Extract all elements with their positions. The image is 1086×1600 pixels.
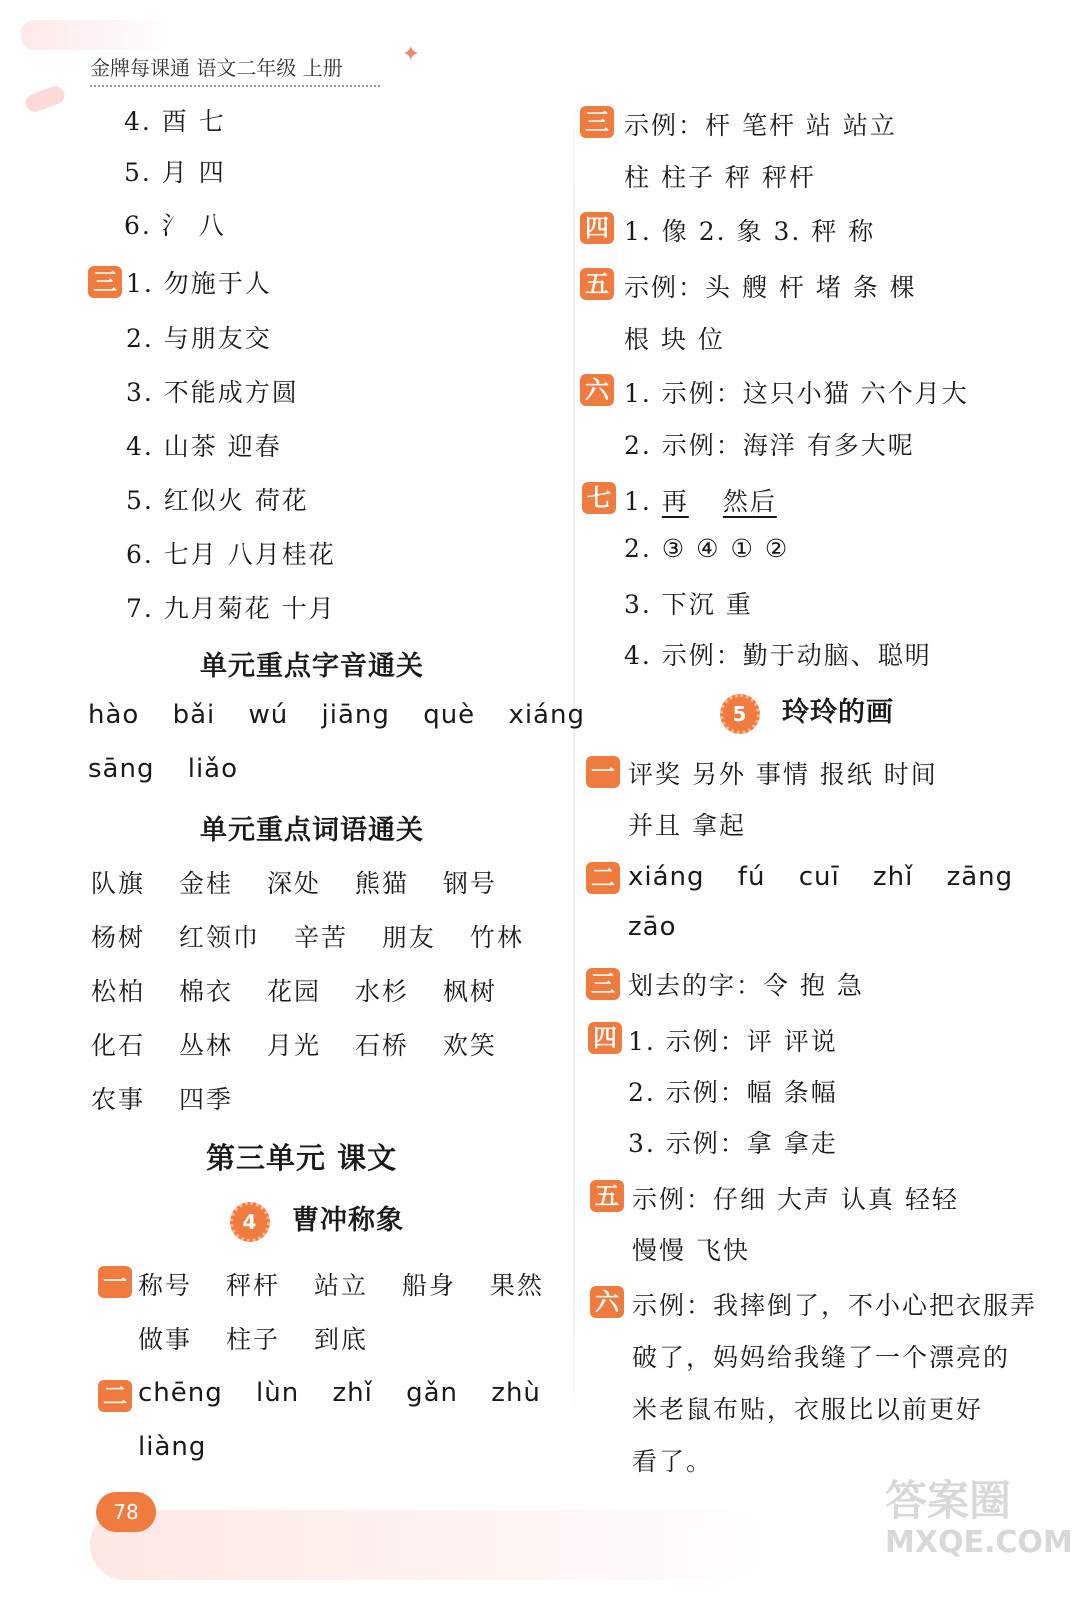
header-decoration	[20, 20, 180, 50]
word-row	[138, 1266, 544, 1302]
answer-line: 5. 月 四	[124, 158, 226, 187]
word: 花园	[266, 977, 321, 1006]
word: 果然	[489, 1271, 544, 1300]
answer-line: 柱 柱子 秤 秤杆	[624, 163, 816, 192]
word: 称号	[138, 1271, 193, 1300]
pinyin: gǎn	[406, 1378, 459, 1408]
pinyin: sāng	[88, 754, 155, 784]
answer-line: 示例：我摔倒了，不小心把衣服弄	[632, 1291, 1038, 1320]
answer-line: 2. 示例：幅 条幅	[628, 1078, 838, 1107]
section-heading: 单元重点字音通关	[200, 651, 424, 682]
answer-line: 2. 与朋友交	[126, 324, 272, 353]
answer-line	[624, 482, 777, 518]
answer-line: 示例：头 艘 杆 堵 条 棵	[624, 273, 917, 302]
pinyin: cuī	[798, 862, 840, 892]
word: 金桂	[178, 869, 233, 898]
answer-line: 3. 不能成方圆	[126, 378, 299, 407]
section-badge: 七	[582, 482, 616, 514]
section-badge: 五	[580, 268, 614, 300]
answer-line: 2. ③ ④ ① ②	[624, 534, 790, 563]
answer-line: 6. 七月 八月桂花	[126, 540, 336, 569]
book-title: 金牌每课通 语文二年级 上册	[90, 56, 343, 80]
answer-line: 1. 示例：这只小猫 六个月大	[624, 379, 969, 408]
word: 柱子	[225, 1325, 280, 1354]
answer-line: 慢慢 飞快	[632, 1236, 750, 1265]
answer-line: 1. 像 2. 象 3. 秤 称	[624, 217, 876, 246]
word: 船身	[401, 1271, 456, 1300]
pinyin: zāng	[946, 862, 1014, 892]
answer-line: 5. 红似火 荷花	[126, 486, 309, 515]
answer-line: 2. 示例：海洋 有多大呢	[624, 431, 915, 460]
word: 辛苦	[293, 923, 348, 952]
section-badge: 二	[586, 862, 620, 894]
word: 四季	[178, 1085, 233, 1114]
word: 深处	[266, 869, 321, 898]
answer-line: 破了，妈妈给我缝了一个漂亮的	[632, 1343, 1011, 1372]
pinyin: què	[423, 700, 476, 730]
pinyin: chēng	[138, 1378, 223, 1408]
pinyin: xiáng	[628, 862, 705, 892]
word: 月光	[266, 1031, 321, 1060]
word: 农事	[91, 1085, 146, 1114]
word: 欢笑	[442, 1031, 497, 1060]
answer-line: 评奖 另外 事情 报纸 时间	[628, 760, 938, 789]
underlined-word: 再	[661, 487, 689, 516]
word: 红领巾	[178, 923, 260, 952]
watermark-text: 答案圈	[885, 1476, 1012, 1525]
word-row	[91, 972, 497, 1008]
word: 水杉	[354, 977, 409, 1006]
section-badge: 一	[586, 756, 620, 788]
footer-decoration	[90, 1510, 790, 1580]
word-row	[91, 1080, 233, 1116]
answer-line: 7. 九月菊花 十月	[126, 594, 336, 623]
lesson-title	[720, 690, 894, 734]
word: 化石	[91, 1031, 146, 1060]
pinyin: zhǐ	[872, 862, 914, 892]
pinyin: lùn	[256, 1378, 300, 1408]
pinyin: liǎo	[187, 754, 239, 784]
item-number: 1.	[624, 487, 662, 516]
answer-line: 米老鼠布贴，衣服比以前更好	[632, 1395, 984, 1424]
pinyin: zhǐ	[332, 1378, 373, 1408]
lesson-number-badge: 5	[720, 694, 760, 734]
section-badge: 二	[98, 1380, 132, 1412]
word: 丛林	[178, 1031, 233, 1060]
page-number: 78	[96, 1492, 156, 1532]
section-heading: 单元重点词语通关	[200, 815, 424, 846]
pinyin: jiāng	[321, 700, 390, 730]
word-row	[91, 1026, 497, 1062]
word: 朋友	[381, 923, 436, 952]
lesson-name: 玲玲的画	[782, 697, 894, 728]
answer-line: 根 块 位	[624, 325, 725, 354]
pinyin: zhù	[491, 1378, 541, 1408]
answer-line: 1. 示例：评 评说	[628, 1027, 838, 1056]
word-row	[91, 918, 524, 954]
word: 做事	[138, 1325, 193, 1354]
word: 到底	[313, 1325, 368, 1354]
pinyin: wú	[248, 700, 289, 730]
pinyin-row	[138, 1378, 541, 1408]
answer-line: 6. 氵 八	[124, 211, 226, 240]
watermark-url: MXQE.COM	[885, 1525, 1073, 1560]
pinyin-row	[628, 862, 1013, 892]
section-badge: 四	[588, 1022, 622, 1054]
word: 石桥	[354, 1031, 409, 1060]
book-header	[90, 42, 420, 87]
pinyin: hào	[88, 700, 140, 730]
answer-line: 示例：杆 笔杆 站 站立	[624, 111, 897, 140]
section-badge: 三	[88, 266, 122, 298]
pinyin: xiáng	[508, 700, 585, 730]
pinyin-row	[138, 1432, 206, 1462]
section-badge: 四	[580, 212, 614, 244]
word: 竹林	[469, 923, 524, 952]
word: 秤杆	[225, 1271, 280, 1300]
section-badge: 三	[580, 106, 614, 138]
lesson-title	[230, 1198, 404, 1242]
section-badge: 五	[590, 1180, 624, 1212]
word: 熊猫	[354, 869, 409, 898]
answer-line: 示例：仔细 大声 认真 轻轻	[632, 1185, 959, 1214]
left-decoration	[23, 84, 67, 115]
section-badge: 三	[586, 968, 620, 1000]
answer-line: 4. 示例：勤于动脑、聪明	[624, 641, 932, 670]
word: 队旗	[91, 869, 146, 898]
column-divider	[573, 100, 575, 1420]
unit-title: 第三单元 课文	[206, 1141, 398, 1175]
word-row	[138, 1320, 368, 1356]
section-badge: 一	[98, 1266, 132, 1298]
section-badge: 六	[580, 374, 614, 406]
answer-line: 4. 山茶 迎春	[126, 432, 282, 461]
watermark-logo	[885, 1476, 1073, 1560]
answer-line: 1. 勿施于人	[126, 269, 272, 298]
lesson-name: 曹冲称象	[292, 1205, 404, 1236]
answer-line: 4. 酉 七	[124, 107, 226, 136]
word: 杨树	[91, 923, 146, 952]
word: 棉衣	[178, 977, 233, 1006]
underlined-word: 然后	[722, 487, 777, 516]
word: 钢号	[442, 869, 497, 898]
answer-line: 看了。	[632, 1447, 714, 1476]
word: 站立	[313, 1271, 368, 1300]
pinyin-row	[88, 754, 238, 784]
word-row	[91, 864, 497, 900]
pinyin-row	[628, 912, 677, 942]
word: 枫树	[442, 977, 497, 1006]
pinyin: zāo	[628, 912, 677, 942]
answer-line: 并且 拿起	[628, 811, 746, 840]
sparkle-icon: ✦	[401, 42, 420, 67]
section-badge: 六	[590, 1286, 624, 1318]
answer-line: 3. 下沉 重	[624, 590, 753, 619]
answer-line: 划去的字：令 抱 急	[628, 971, 864, 1000]
pinyin: bǎi	[172, 700, 216, 730]
answer-line: 3. 示例：拿 拿走	[628, 1129, 838, 1158]
lesson-number-badge: 4	[230, 1202, 270, 1242]
word: 松柏	[91, 977, 146, 1006]
pinyin-row	[88, 700, 585, 730]
pinyin: liàng	[138, 1432, 207, 1462]
pinyin: fú	[737, 862, 766, 892]
